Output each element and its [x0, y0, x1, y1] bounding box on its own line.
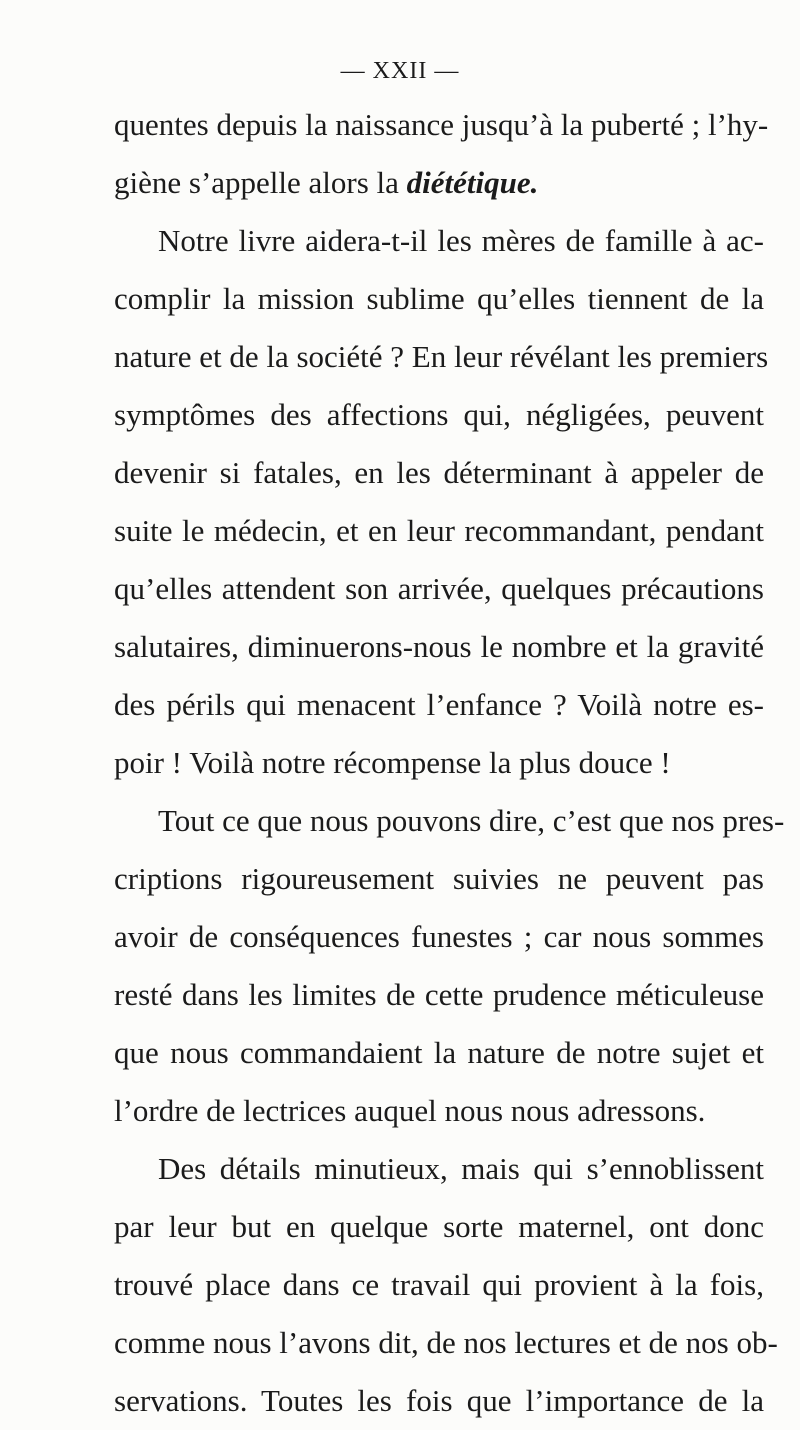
- text-line: devenir si fatales, en les déterminant à appeler de: [114, 455, 764, 490]
- text-line: avoir de conséquences funestes ; car nous sommes: [114, 919, 764, 954]
- paragraph-start-line: Des détails minutieux, mais qui s’ennoblissent: [158, 1151, 764, 1186]
- paragraph-end-line: l’ordre de lectrices auquel nous nous adressons.: [114, 1093, 706, 1128]
- body-text: [114, 96, 785, 1430]
- text-line: suite le médecin, et en leur recommandant, pendant: [114, 513, 764, 548]
- page-number-header: — XXII —: [340, 58, 460, 84]
- text-line: des périls qui menacent l’enfance ? Voilà notre es-: [114, 687, 764, 722]
- text-line: resté dans les limites de cette prudence méticuleuse: [114, 977, 764, 1012]
- text-line: criptions rigoureusement suivies ne peuvent pas: [114, 861, 764, 896]
- text-line: que nous commandaient la nature de notre sujet et: [114, 1035, 764, 1070]
- text-line: complir la mission sublime qu’elles tiennent de la: [114, 281, 764, 316]
- text-line: trouvé place dans ce travail qui provient à la fois,: [114, 1267, 764, 1302]
- text-line: symptômes des affections qui, négligées, peuvent: [114, 397, 764, 432]
- text-line: par leur but en quelque sorte maternel, ont donc: [114, 1209, 764, 1244]
- text-segment: giène s’appelle alors la: [114, 165, 407, 200]
- emphasized-word: diététique.: [406, 165, 539, 200]
- text-line: quentes depuis la naissance jusqu’à la puberté ; l’hy-: [114, 107, 769, 142]
- paragraph-start-line: Notre livre aidera-t-il les mères de famille à ac-: [158, 223, 764, 258]
- text-line: comme nous l’avons dit, de nos lectures et de nos ob-: [114, 1325, 778, 1360]
- text-line-with-emphasis: [114, 154, 764, 212]
- paragraph-end-line: poir ! Voilà notre récompense la plus douce !: [114, 745, 671, 780]
- text-line: salutaires, diminuerons-nous le nombre et la gravité: [114, 629, 764, 664]
- text-line: servations. Toutes les fois que l’importance de la: [114, 1383, 764, 1418]
- text-line: qu’elles attendent son arrivée, quelques précautions: [114, 571, 764, 606]
- paragraph-start-line: Tout ce que nous pouvons dire, c’est que nos pres-: [158, 803, 785, 838]
- text-line: nature et de la société ? En leur révélant les premiers: [114, 339, 769, 374]
